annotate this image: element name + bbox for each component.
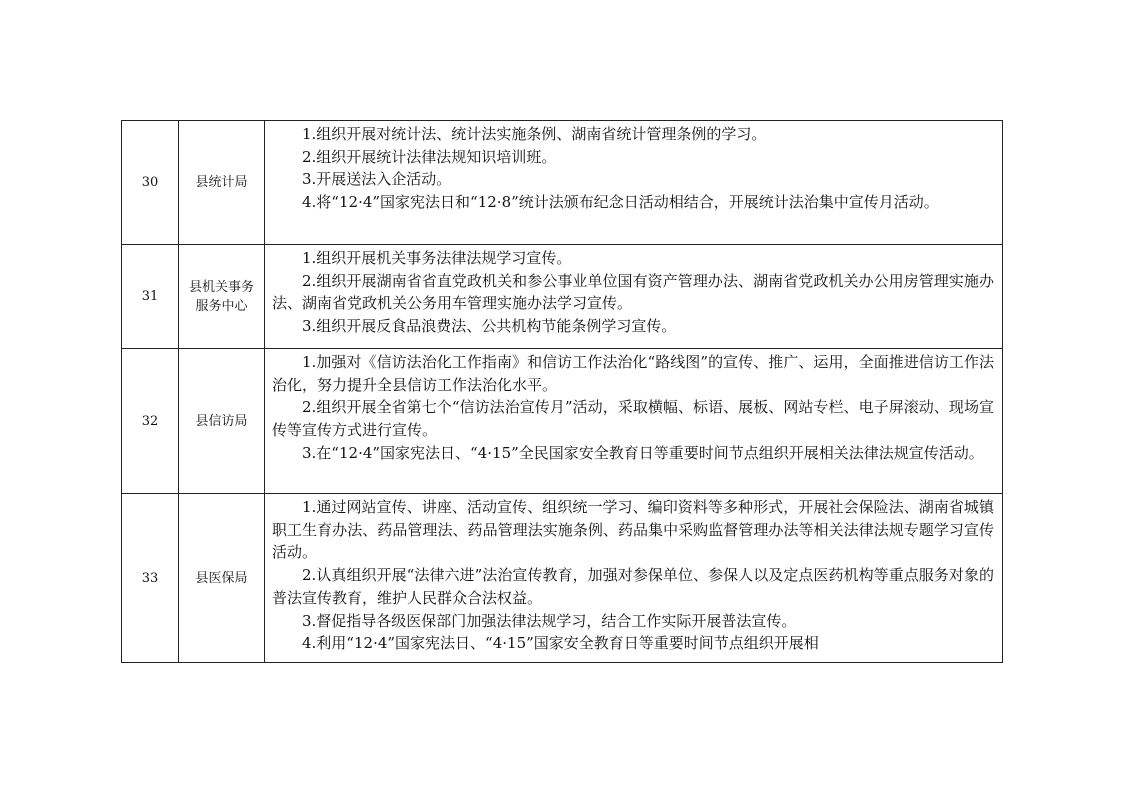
task-item: 4.利用“12·4”国家宪法日、“4·15”国家安全教育日等重要时间节点组织开展相 [302,634,819,653]
department-name: 县信访局 [195,413,248,429]
task-item: 1.组织开展对统计法、统计法实施条例、湖南省统计管理条例的学习。 [302,125,767,143]
task-item: 3.督促指导各级医保部门加强法律法规学习，结合工作实际开展普法宣传。 [302,611,797,630]
department-name: 县医保局 [195,570,248,586]
department-name: 县机关事务服务中心 [188,279,254,314]
row-number: 31 [122,245,179,349]
task-item: 2.组织开展统计法律法规知识培训班。 [302,147,557,166]
task-item: 1.组织开展机关事务法律法规学习宣传。 [302,249,572,267]
task-item: 2.组织开展湖南省省直党政机关和参公事业单位国有资产管理办法、湖南省党政机关办公用房管理实施办法、湖南省党政机关公务用车管理实施办法学习宣传。 [272,271,994,313]
row-number: 33 [122,494,179,663]
table-row [122,349,1003,494]
task-item: 3.组织开展反食品浪费法、公共机构节能条例学习宣传。 [302,317,677,336]
row-number: 30 [122,121,179,245]
task-content [265,494,1003,663]
department-name: 县统计局 [195,175,248,190]
task-table [121,120,1003,663]
task-item: 2.组织开展全省第七个“信访法治宣传月”活动，采取横幅、标语、展板、网站专栏、电子屏滚动、现场宣传等宣传方式进行宣传。 [272,398,994,440]
table-row [122,245,1003,349]
table-row [122,494,1003,663]
task-item: 3.开展送法入企活动。 [302,170,452,189]
task-item: 1.加强对《信访法治化工作指南》和信访工作法治化“路线图”的宣传、推广、运用，全面推进信访工作法治化，努力提升全县信访工作法治化水平。 [272,353,994,394]
task-content [265,349,1003,494]
task-item: 4.将“12·4”国家宪法日和“12·8”统计法颁布纪念日活动相结合，开展统计法治集中宣传月活动。 [302,193,939,212]
task-content [265,245,1003,349]
task-item: 2.认真组织开展“法律六进”法治宣传教育，加强对参保单位、参保人以及定点医药机构等重点服务对象的普法宣传教育，维护人民群众合法权益。 [272,566,994,607]
task-item: 3.在“12·4”国家宪法日、“4·15”全民国家安全教育日等重要时间节点组织开展相关法律法规宣传活动。 [302,443,984,462]
task-content [265,121,1003,245]
table-row [122,121,1003,245]
task-item: 1.通过网站宣传、讲座、活动宣传、组织统一学习、编印资料等多种形式，开展社会保险法、湖南省城镇职工生育办法、药品管理法、药品管理法实施条例、药品集中采购监督管理办法等相关法律法规专题学习宣传活动。 [272,498,994,562]
row-number: 32 [122,349,179,494]
